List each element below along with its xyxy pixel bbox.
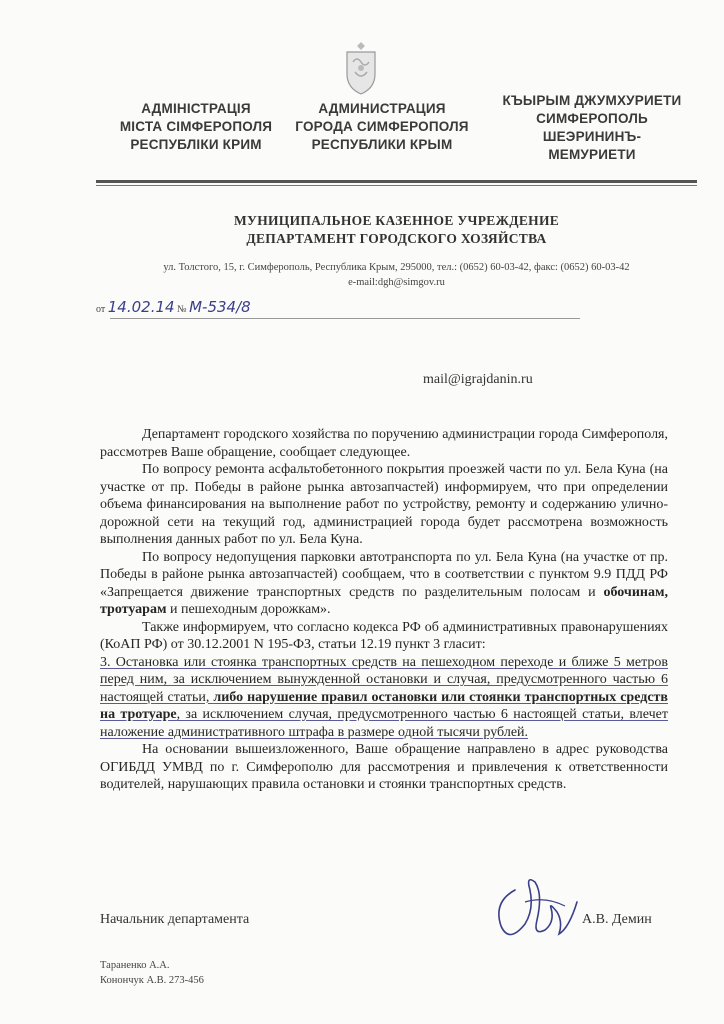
quoted-text: 3. Остановка или стоянка транспортных средств на пешеходном переходе и ближе 5 метров перед ним, за исключением вынужденной остановки и случая, предусмотренного частью 6 настоящей статьи, xyxy=(100,654,668,705)
header-crimean-tatar xyxy=(492,92,692,164)
reference-underline xyxy=(110,318,580,319)
paragraph: Также информируем, что согласно кодекса РФ об административных правонарушениях (КоАП РФ) от 30.12.2001 N 195-ФЗ, статьи 12.19 пункт 3 гласит: xyxy=(100,619,668,652)
reference-line xyxy=(96,298,251,316)
quoted-text: , за исключением случая, предусмотренного частью 6 настоящей статьи, влечет наложение административного штрафа в размере одной тысячи рублей. xyxy=(100,707,668,740)
executor-line: Конончук А.В. 273-456 xyxy=(100,975,204,986)
header-line: СИМФЕРОПОЛЬ xyxy=(536,111,648,126)
reference-date: 14.02.14 xyxy=(107,298,175,316)
paragraph xyxy=(100,549,668,619)
reference-from-label: от xyxy=(96,304,106,315)
reference-number: М-534/8 xyxy=(189,298,251,316)
organization-email: e-mail:dgh@simgov.ru xyxy=(348,277,445,288)
organization-address: ул. Толстого, 15, г. Симферополь, Республика Крым, 295000, тел.: (0652) 60-03-42, факс: (0652) 60-03-42 xyxy=(163,262,630,273)
header-line: АДМИНИСТРАЦИЯ xyxy=(318,101,446,116)
organization-line-1: МУНИЦИПАЛЬНОЕ КАЗЕННОЕ УЧРЕЖДЕНИЕ xyxy=(233,213,560,228)
organization-contacts xyxy=(96,260,697,290)
header-divider-thin xyxy=(96,185,697,186)
paragraph-emphasis: обочинам, тротуарам xyxy=(100,584,668,617)
organization-name xyxy=(96,212,697,248)
header-line: МЕМУРИЕТИ xyxy=(548,147,636,162)
recipient-email: mail@igrajdanin.ru xyxy=(423,372,533,387)
header-line: АДМІНІСТРАЦІЯ xyxy=(141,101,251,116)
header-line: ГОРОДА СИМФЕРОПОЛЯ xyxy=(295,119,469,134)
header-ukrainian xyxy=(96,100,296,154)
paragraph-text: По вопросу недопущения парковки автотранспорта по ул. Бела Куна (на участке от пр. Победы в районе рынка автозапчастей) сообщаем, что в соответствии с пунктом 9.9 ПДД РФ «Запрещается движение транспортных средств по разделительным полосам и xyxy=(100,549,668,600)
reference-number-label: № xyxy=(177,304,187,315)
signatory-name: А.В. Демин xyxy=(582,912,652,927)
signatory-title: Начальник департамента xyxy=(100,912,250,927)
header-line: КЪЫРЫМ ДЖУМХУРИЕТИ xyxy=(502,93,682,108)
paragraph: По вопросу ремонта асфальтобетонного покрытия проезжей части по ул. Бела Куна (на участке от пр. Победы в районе рынка автозапчастей) информируем, что при определении объема финансирования на выполнение работ по устройству, ремонту и содержанию улично-дорожной сети на текущий год, администрацией города будет рассмотрена возможность выполнения данных работ по ул. Бела Куна. xyxy=(100,462,668,547)
paragraph: На основании вышеизложенного, Ваше обращение направлено в адрес руководства ОГИБДД УМВД по г. Симферополю для рассмотрения и привлечения к ответственности водителей, нарушающих правила остановки и стоянки транспортных средств. xyxy=(100,742,668,792)
paragraph: Департамент городского хозяйства по поручению администрации города Симферополя, рассмотрев Ваше обращение, сообщает следующее. xyxy=(100,427,668,460)
paragraph-text: и пешеходным дорожкам». xyxy=(166,602,331,617)
executors xyxy=(100,958,204,988)
letter-body xyxy=(100,426,668,794)
executor-line: Тараненко А.А. xyxy=(100,960,170,971)
coat-of-arms-icon xyxy=(343,40,379,96)
header-line: РЕСПУБЛИКИ КРЫМ xyxy=(311,137,453,152)
quoted-article xyxy=(100,654,668,742)
header-line: ШЕЭРИНИНЪ- xyxy=(542,129,642,144)
header-line: РЕСПУБЛІКИ КРИМ xyxy=(130,137,262,152)
header-divider xyxy=(96,180,697,183)
header-russian xyxy=(282,100,482,154)
quoted-emphasis: либо нарушение правил остановки или стоянки транспортных средств на тротуаре xyxy=(100,689,668,722)
organization-line-2: ДЕПАРТАМЕНТ ГОРОДСКОГО ХОЗЯЙСТВА xyxy=(246,231,547,246)
handwritten-signature xyxy=(485,872,585,948)
header-line: МІСТА СІМФЕРОПОЛЯ xyxy=(119,119,273,134)
